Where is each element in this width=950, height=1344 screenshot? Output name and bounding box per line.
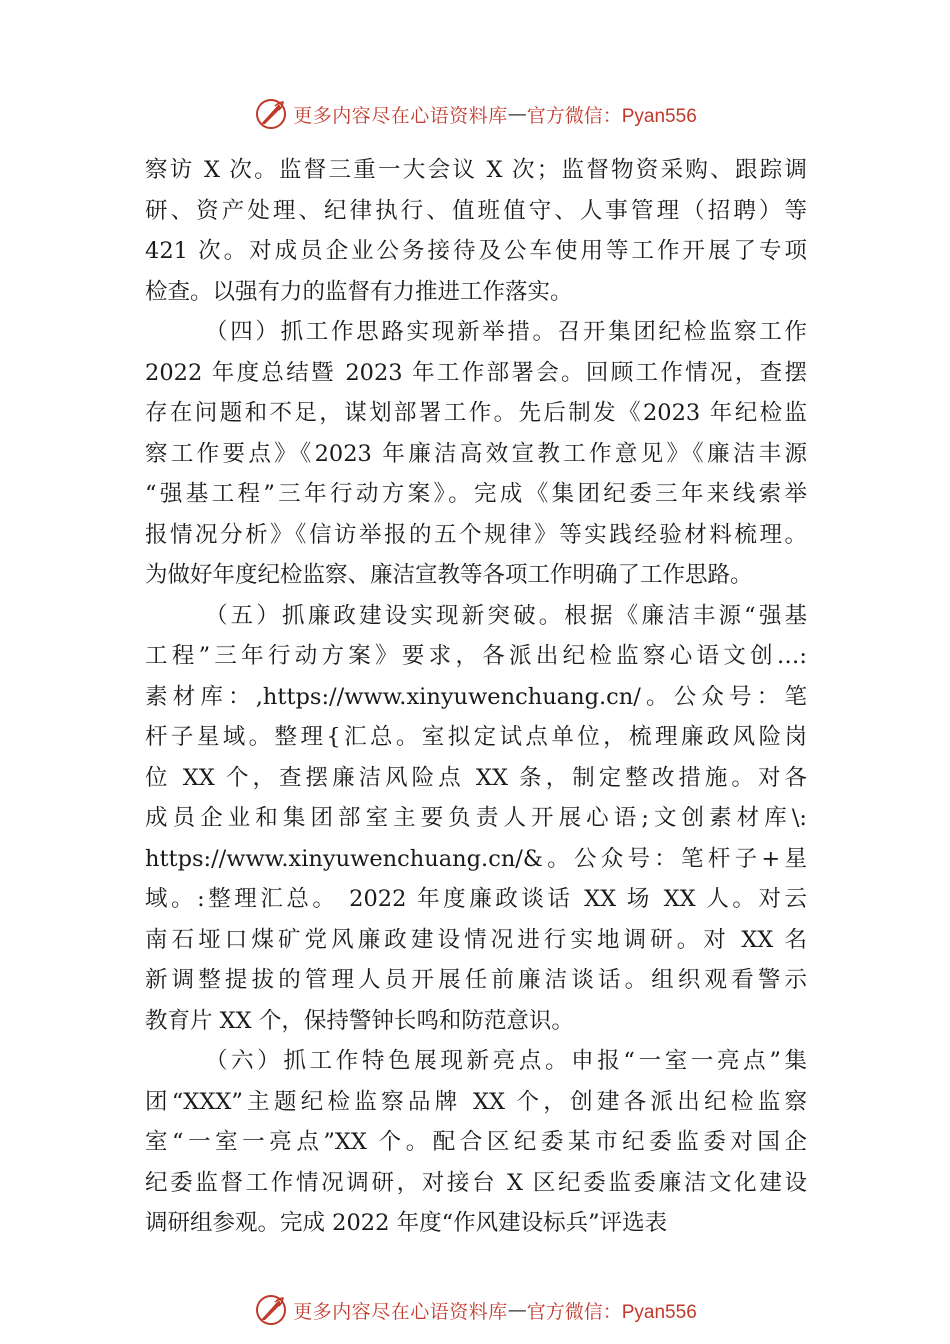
body-line: 2022 年度总结暨 2023 年工作部署会。回顾工作情况，查摆 bbox=[145, 359, 807, 386]
header-banner bbox=[0, 92, 950, 136]
body-line: “强基工程”三年行动方案》。完成《集团纪委三年来线索举 bbox=[145, 481, 807, 507]
body-line: 报情况分析》《信访举报的五个规律》等实践经验材料梳理。 bbox=[145, 521, 807, 548]
body-line: 杆子星域。整理{汇总。室拟定试点单位，梳理廉政风险岗 bbox=[145, 724, 807, 750]
paragraph-4-start: （四）抓工作思路实现新举措。召开集团纪检监察工作 bbox=[205, 319, 807, 345]
body-line: 为做好年度纪检监察、廉洁宣教等各项工作明确了工作思路。 bbox=[145, 562, 753, 588]
body-line: 检查。以强有力的监督有力推进工作落实。 bbox=[145, 278, 573, 305]
footer-brand-text: 更多内容尽在心语资料库 bbox=[293, 1300, 508, 1323]
body-line: 室“一室一亮点”XX 个。配合区纪委某市纪委监委对国企 bbox=[145, 1129, 807, 1155]
paragraph-5-start: （五）抓廉政建设实现新突破。根据《廉洁丰源“强基 bbox=[205, 602, 807, 629]
footer-separator: — bbox=[507, 1299, 527, 1321]
body-line: 研、资产处理、纪律执行、值班值守、人事管理（招聘）等 bbox=[145, 197, 807, 224]
body-line: 成员企业和集团部室主要负责人开展心语;文创素材库\: bbox=[145, 805, 807, 831]
body-line: 团“XXX”主题纪检监察品牌 XX 个，创建各派出纪检监察 bbox=[145, 1088, 807, 1115]
body-line: 421 次。对成员企业公务接待及公车使用等工作开展了专项 bbox=[145, 238, 807, 264]
body-line: 工程”三年行动方案》要求，各派出纪检监察心语文创…: bbox=[145, 643, 807, 669]
quill-logo-icon bbox=[253, 96, 289, 132]
body-line: 调研组参观。完成 2022 年度“作风建设标兵”评选表 bbox=[145, 1210, 668, 1236]
body-line: https://www.xinyuwenchuang.cn/&。公众号：笔杆子+星 bbox=[145, 845, 807, 872]
body-line: 纪委监督工作情况调研，对接台 X 区纪委监委廉洁文化建设 bbox=[145, 1169, 807, 1196]
body-line: 位 XX 个，查摆廉洁风险点 XX 条，制定整改措施。对各 bbox=[145, 764, 807, 791]
body-line: 察工作要点》《2023 年廉洁高效宣教工作意见》《廉洁丰源 bbox=[145, 440, 807, 467]
header-wechat-label: 官方微信：Pyan556 bbox=[526, 105, 697, 127]
quill-logo-icon bbox=[253, 1292, 289, 1328]
body-line: 察访 X 次。监督三重一大会议 X 次；监督物资采购、跟踪调 bbox=[145, 157, 807, 183]
footer-wechat-label: 官方微信：Pyan556 bbox=[526, 1301, 697, 1323]
header-brand-text: 更多内容尽在心语资料库 bbox=[293, 104, 508, 127]
document-body bbox=[145, 150, 807, 1244]
body-line: 南石垭口煤矿党风廉政建设情况进行实地调研。对 XX 名 bbox=[145, 926, 807, 953]
body-line: 新调整提拔的管理人员开展任前廉洁谈话。组织观看警示 bbox=[145, 967, 807, 993]
header-separator: — bbox=[507, 103, 527, 125]
body-line: 存在问题和不足，谋划部署工作。先后制发《2023 年纪检监 bbox=[145, 400, 807, 426]
body-line: 域。:整理汇总。 2022 年度廉政谈话 XX 场 XX 人。对云 bbox=[145, 886, 807, 912]
body-line: 素材库：,https://www.xinyuwenchuang.cn/。公众号：笔 bbox=[145, 683, 807, 710]
body-line: 教育片 XX 个，保持警钟长鸣和防范意识。 bbox=[145, 1007, 574, 1034]
footer-banner bbox=[0, 1288, 950, 1332]
paragraph-6-start: （六）抓工作特色展现新亮点。申报“一室一亮点”集 bbox=[205, 1048, 807, 1074]
